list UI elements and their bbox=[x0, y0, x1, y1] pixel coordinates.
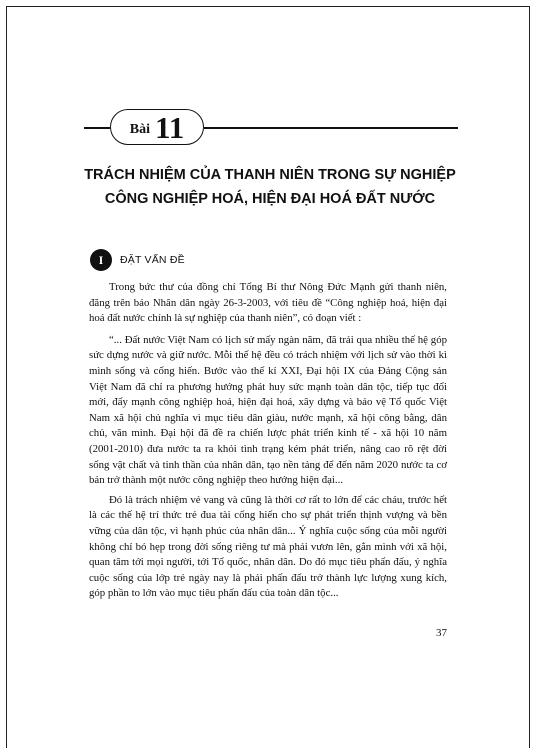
lesson-word: Bài bbox=[129, 121, 150, 137]
paragraph-quote-2: Đó là trách nhiệm vẻ vang và cũng là thời cơ rất to lớn để các cháu, trước hết là các thế hệ trí thức trẻ đua tài cống hiến cho sự phát triển thịnh vượng và bền vững của dân tộc, vì hạnh phúc của nhân dân... Ý nghĩa cuộc sống của mỗi người không chỉ bó hẹp trong đời sống riêng tư mà phải vươn lên, gắn mình với xã hội, quan tâm tới mọi người, tới Tổ quốc, nhân dân. Do đó mục tiêu phấn đấu, ý nghĩa cuộc sống của lớp trẻ ngày nay là phải phấn đấu trở thành lực lượng xung kích, góp phần to lớn vào mục tiêu phấn đấu của toàn dân tộc... bbox=[89, 493, 447, 600]
header-rule-left bbox=[84, 127, 110, 129]
paragraph-quote-1: “... Đất nước Việt Nam có lịch sử mấy ngàn năm, đã trải qua nhiều thế hệ góp sức dựng nước và giữ nước. Mỗi thế hệ đều có trách nhiệm với lịch sử vào thời kì mình sống và cống hiến. Bước vào thế kỉ XXI, Đại hội IX của Đảng Cộng sản Việt Nam đã chỉ ra phương hướng phát huy sức mạnh toàn dân tộc, tiếp tục đổi mới, đẩy mạnh công nghiệp hoá, hiện đại hoá, xây dựng và bảo vệ Tổ quốc Việt Nam xã hội chủ nghĩa vì mục tiêu dân giàu, nước mạnh, xã hội công bằng, dân chủ, văn minh. Đại hội đã đề ra chiến lược phát triển kinh tế - xã hội 10 năm (2001-2010) đưa nước ta ra khỏi tình trạng kém phát triển, nâng cao rõ rệt đời sống vật chất và tinh thần của nhân dân, tạo nền tảng để đến năm 2020 nước ta cơ bản trở thành một nước công nghiệp theo hướng hiện đại... bbox=[89, 333, 447, 487]
page-number: 37 bbox=[436, 627, 447, 639]
section-number-badge: I bbox=[90, 249, 112, 271]
section-title: ĐẶT VẤN ĐỀ bbox=[120, 254, 185, 266]
lesson-header bbox=[84, 108, 454, 148]
body-text bbox=[89, 280, 447, 608]
header-rule-right bbox=[204, 127, 458, 129]
lesson-badge bbox=[110, 109, 204, 145]
title-line-2: CÔNG NGHIỆP HOÁ, HIỆN ĐẠI HOÁ ĐẤT NƯỚC bbox=[104, 191, 436, 207]
lesson-title bbox=[60, 163, 480, 211]
lesson-number: 11 bbox=[154, 109, 185, 145]
section-heading bbox=[90, 249, 185, 271]
title-line-1: TRÁCH NHIỆM CỦA THANH NIÊN TRONG SỰ NGHIỆP bbox=[84, 167, 456, 183]
paragraph-intro: Trong bức thư của đồng chí Tổng Bí thư Nông Đức Mạnh gửi thanh niên, đăng trên báo Nhân dân ngày 26-3-2003, với tiêu đề “Công nghiệp hoá, hiện đại hoá đất nước chính là sự nghiệp của thanh niên”, có đoạn viết : bbox=[89, 281, 447, 325]
